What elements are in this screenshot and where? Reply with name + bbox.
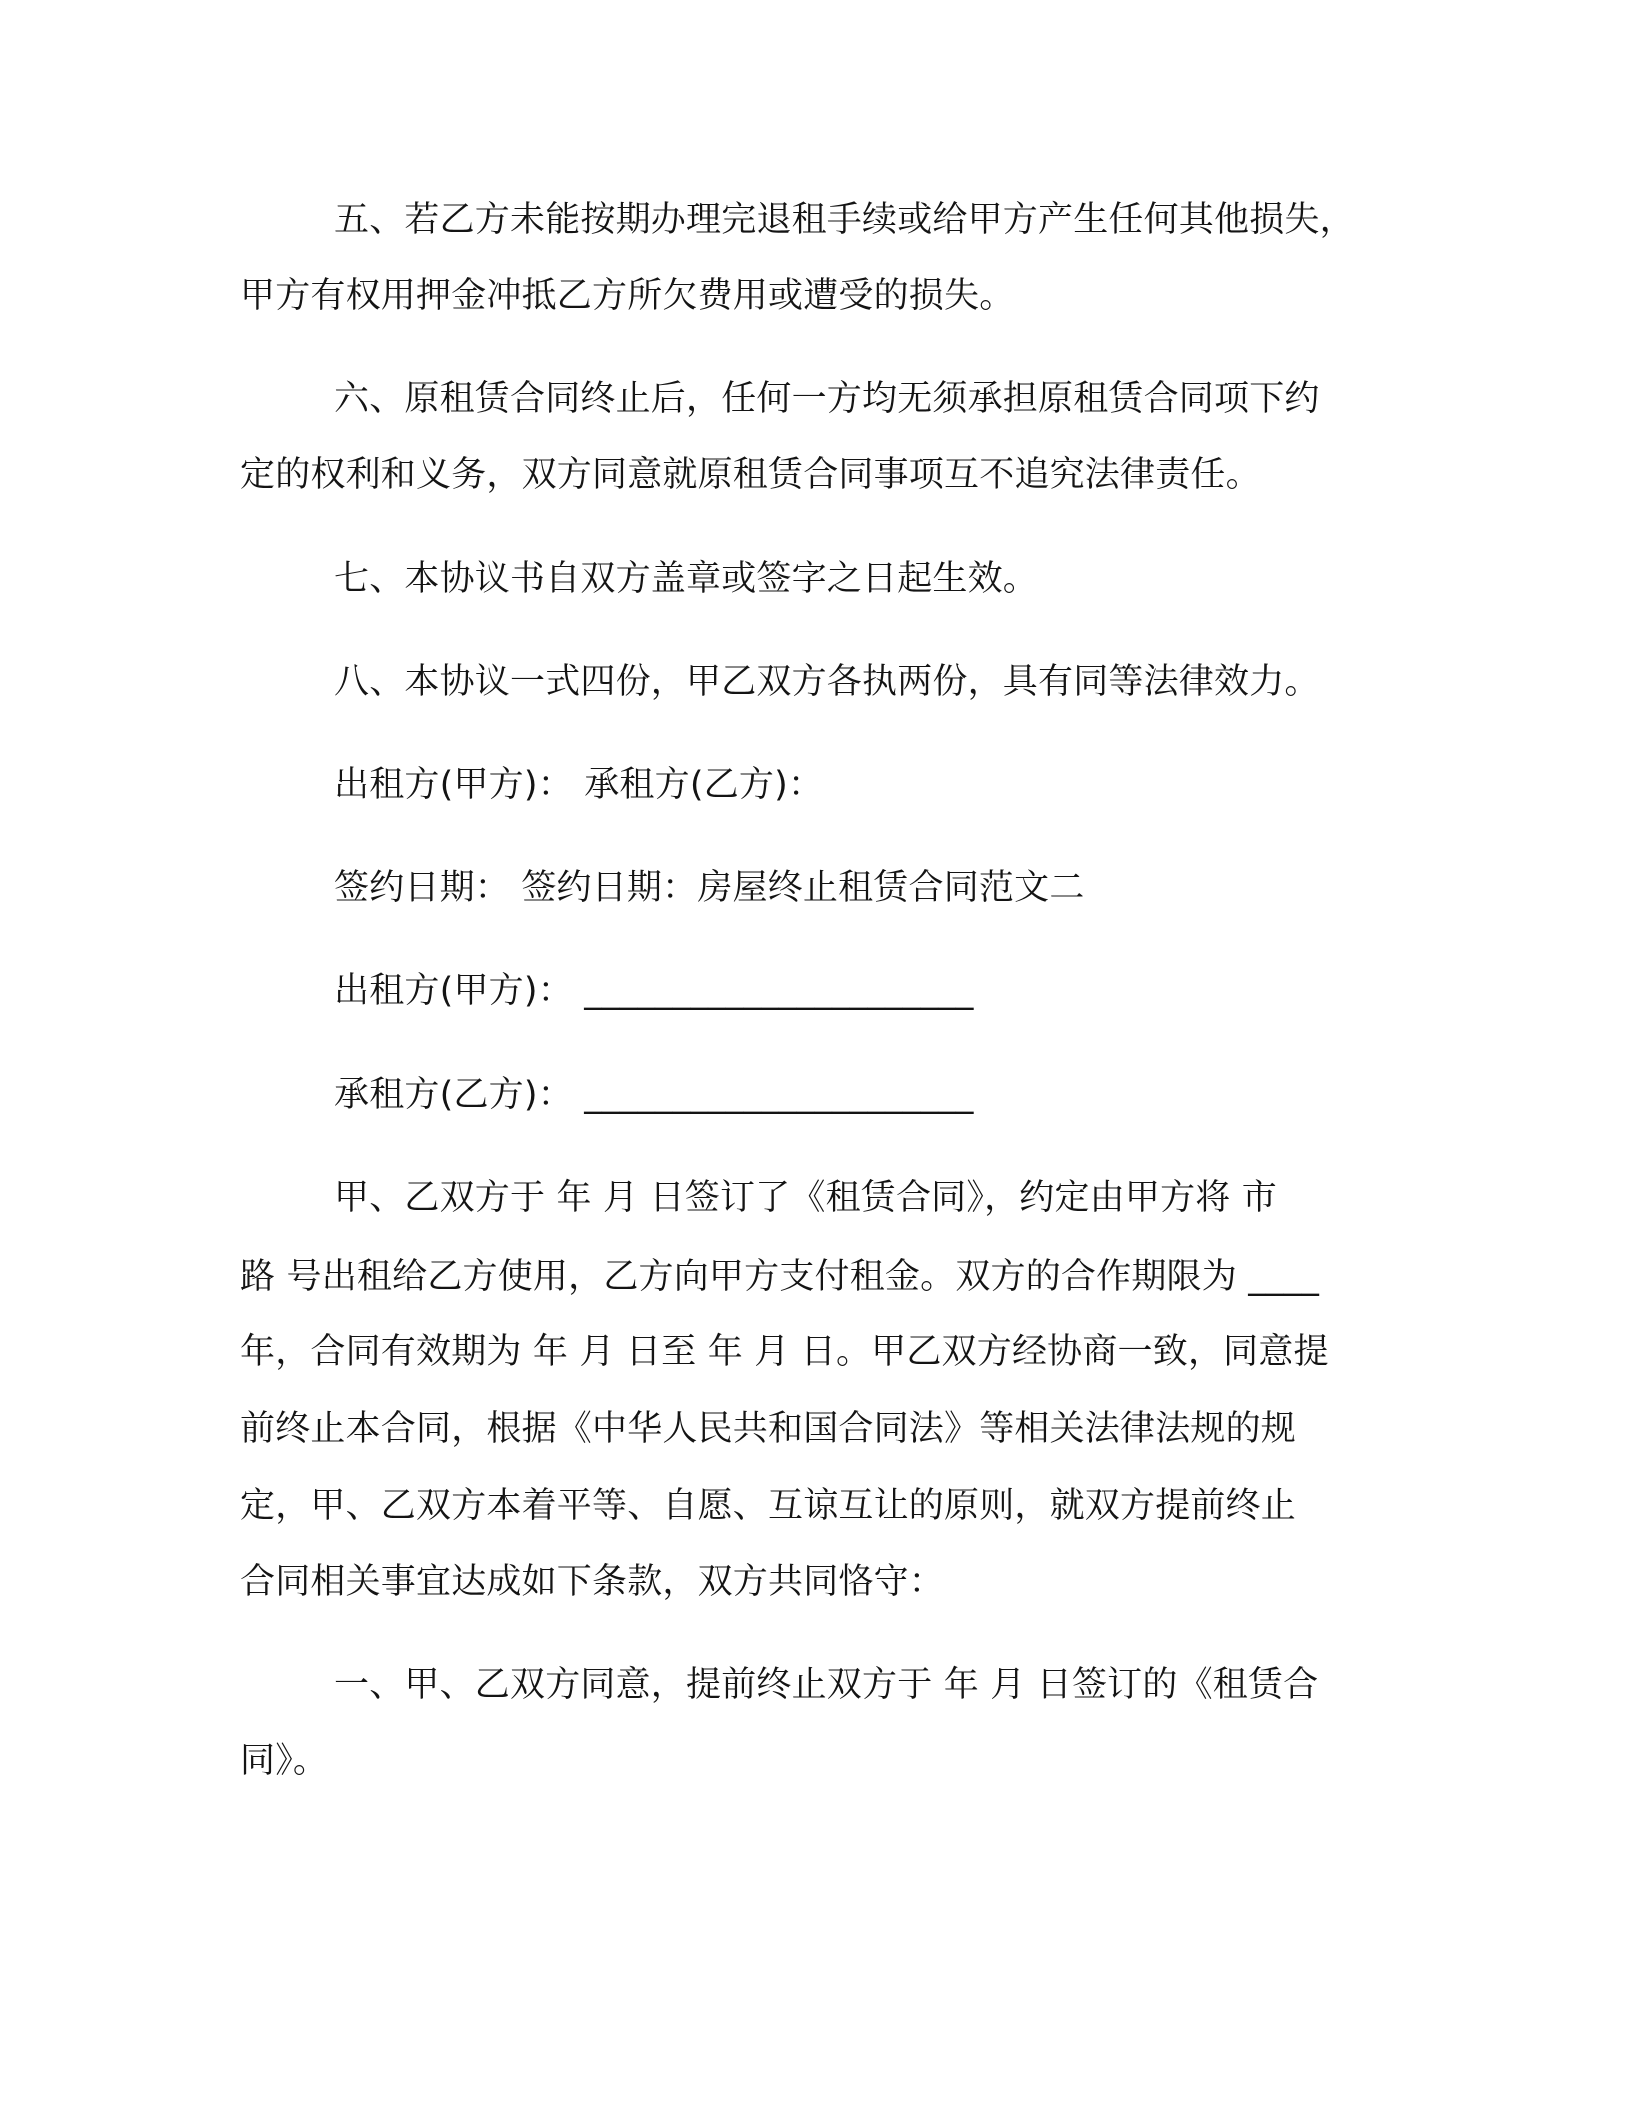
preamble-line-2: 路 号出租给乙方使用，乙方向甲方支付租金。双方的合作期限为 ____ xyxy=(240,1257,1320,1297)
preamble-line-5: 定，甲、乙双方本着平等、自愿、互谅互让的原则，就双方提前终止 xyxy=(240,1486,1297,1526)
lessee-field: 承租方(乙方)： ______________________ xyxy=(334,1075,974,1115)
preamble-line-3: 年，合同有效期为 年 月 日至 年 月 日。甲乙双方经协商一致，同意提 xyxy=(240,1332,1329,1372)
signature-dates-and-title: 签约日期： 签约日期：房屋终止租赁合同范文二 xyxy=(334,868,1085,908)
clause-7: 七、本协议书自双方盖章或签字之日起生效。 xyxy=(334,559,1039,599)
lessor-field: 出租方(甲方)： ______________________ xyxy=(334,971,974,1011)
clause-6-line-2: 定的权利和义务，双方同意就原租赁合同事项互不追究法律责任。 xyxy=(240,455,1261,495)
clause-8: 八、本协议一式四份，甲乙双方各执两份，具有同等法律效力。 xyxy=(334,662,1320,702)
clause-1-line-1: 一、甲、乙双方同意，提前终止双方于 年 月 日签订的《租赁合 xyxy=(334,1665,1319,1705)
signature-parties: 出租方(甲方)： 承租方(乙方)： xyxy=(334,765,824,805)
clause-1-line-2: 同》。 xyxy=(240,1741,329,1781)
preamble-line-6: 合同相关事宜达成如下条款，双方共同恪守： xyxy=(240,1562,945,1602)
preamble-line-4: 前终止本合同，根据《中华人民共和国合同法》等相关法律法规的规 xyxy=(240,1409,1297,1449)
preamble-line-1: 甲、乙双方于 年 月 日签订了《租赁合同》，约定由甲方将 市 xyxy=(334,1178,1278,1218)
clause-5-line-1: 五、若乙方未能按期办理完退租手续或给甲方产生任何其他损失， xyxy=(334,200,1355,240)
clause-5-line-2: 甲方有权用押金冲抵乙方所欠费用或遭受的损失。 xyxy=(240,276,1015,316)
clause-6-line-1: 六、原租赁合同终止后，任何一方均无须承担原租赁合同项下约 xyxy=(334,379,1320,419)
